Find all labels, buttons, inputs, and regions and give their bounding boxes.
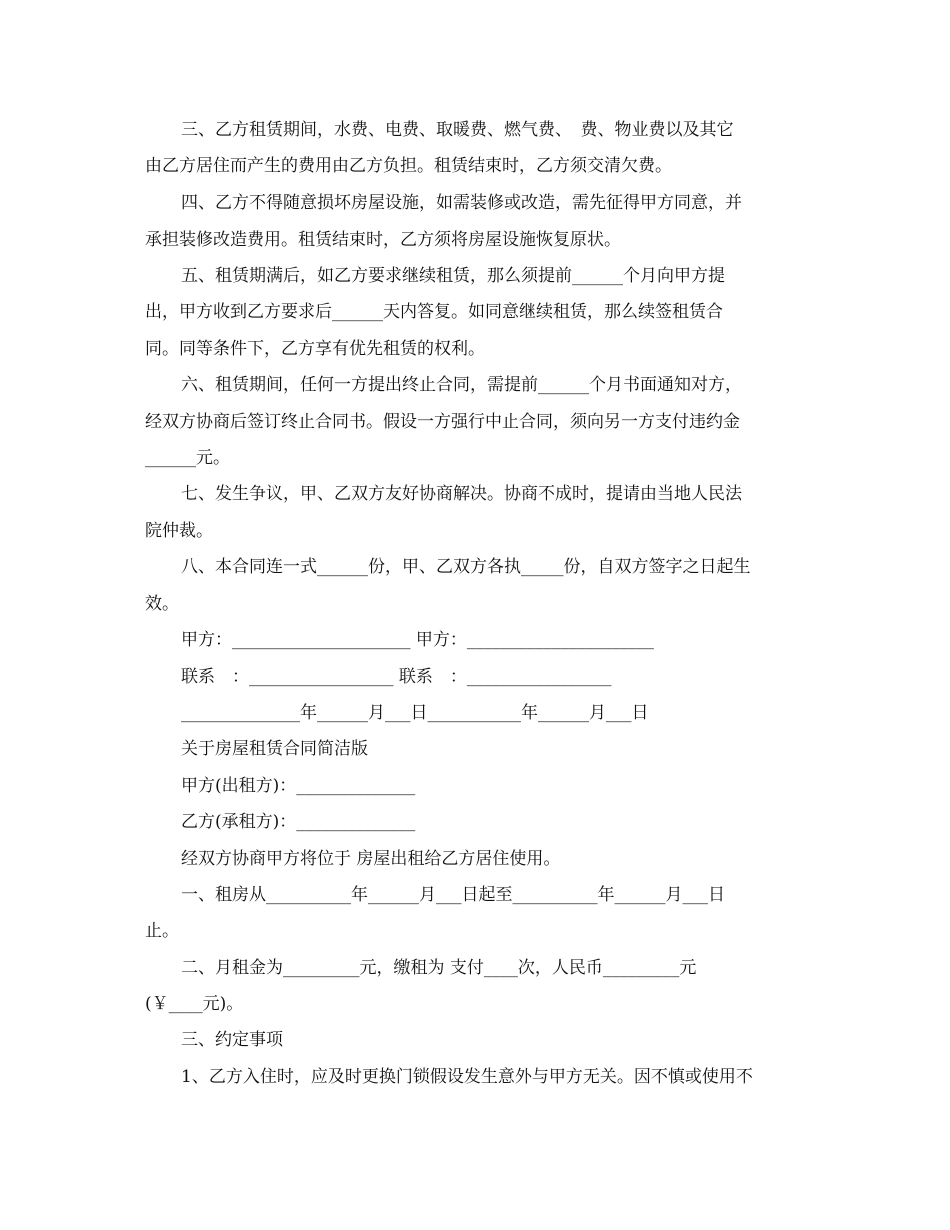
clause-5-line-1: 五、租赁期满后，如乙方要求继续租赁，那么须提前______个月向甲方提 — [181, 266, 725, 286]
signature-date-line: ______________年______月___日___________年______月___日 — [181, 703, 649, 723]
signature-contact-line: 联系 ：_________________ 联系 ：_________________ — [181, 667, 612, 687]
clause-7-line-2: 院仲裁。 — [145, 521, 213, 541]
clause-8-line-1: 八、本合同连一式______份，甲、乙双方各执_____份，自双方签字之日起生 — [181, 557, 751, 577]
clause-4-line-1: 四、乙方不得随意损坏房屋设施，如需装修或改造，需先征得甲方同意，并 — [181, 193, 742, 213]
rent-line-2: (￥____元)。 — [145, 994, 244, 1014]
clause-3-line-1: 三、乙方租赁期间，水费、电费、取暖费、燃气费、 费、物业费以及其它 — [181, 120, 734, 140]
clause-3-line-2: 由乙方居住而产生的费用由乙方负担。租赁结束时，乙方须交清欠费。 — [145, 156, 672, 176]
signature-party-line: 甲方：_____________________ 甲方：______________________ — [181, 630, 654, 650]
clause-4-line-2: 承担装修改造费用。租赁结束时，乙方须将房屋设施恢复原状。 — [145, 230, 621, 250]
clause-7-line-1: 七、发生争议，甲、乙双方友好协商解决。协商不成时，提请由当地人民法 — [181, 484, 742, 504]
rent-line-1: 二、月租金为_________元，缴租为 支付____次，人民币_________元 — [181, 958, 697, 978]
term-line-1: 一、租房从__________年______月___日起至__________年______月___日 — [181, 885, 725, 905]
clause-6-line-2: 经双方协商后签订终止合同书。假设一方强行中止合同，须向另一方支付违约金 — [145, 412, 740, 432]
tenant-line: 乙方(承租方)：______________ — [181, 812, 416, 832]
terms-heading: 三、约定事项 — [181, 1030, 283, 1050]
clause-5-line-2: 出，甲方收到乙方要求后______天内答复。如同意继续租赁，那么续签租赁合 — [145, 302, 723, 322]
clause-5-line-3: 同。同等条件下，乙方享有优先租赁的权利。 — [145, 339, 485, 359]
term-line-2: 止。 — [145, 921, 179, 941]
section-title: 关于房屋租赁合同简洁版 — [181, 739, 368, 759]
agreement-intro: 经双方协商甲方将位于 房屋出租给乙方居住使用。 — [181, 849, 561, 869]
term-item-1: 1、乙方入住时，应及时更换门锁假设发生意外与甲方无关。因不慎或使用不 — [181, 1067, 753, 1087]
landlord-line: 甲方(出租方)：______________ — [181, 776, 416, 796]
clause-8-line-2: 效。 — [145, 594, 179, 614]
clause-6-line-3: ______元。 — [145, 448, 230, 468]
clause-6-line-1: 六、租赁期间，任何一方提出终止合同，需提前______个月书面通知对方， — [181, 375, 742, 395]
